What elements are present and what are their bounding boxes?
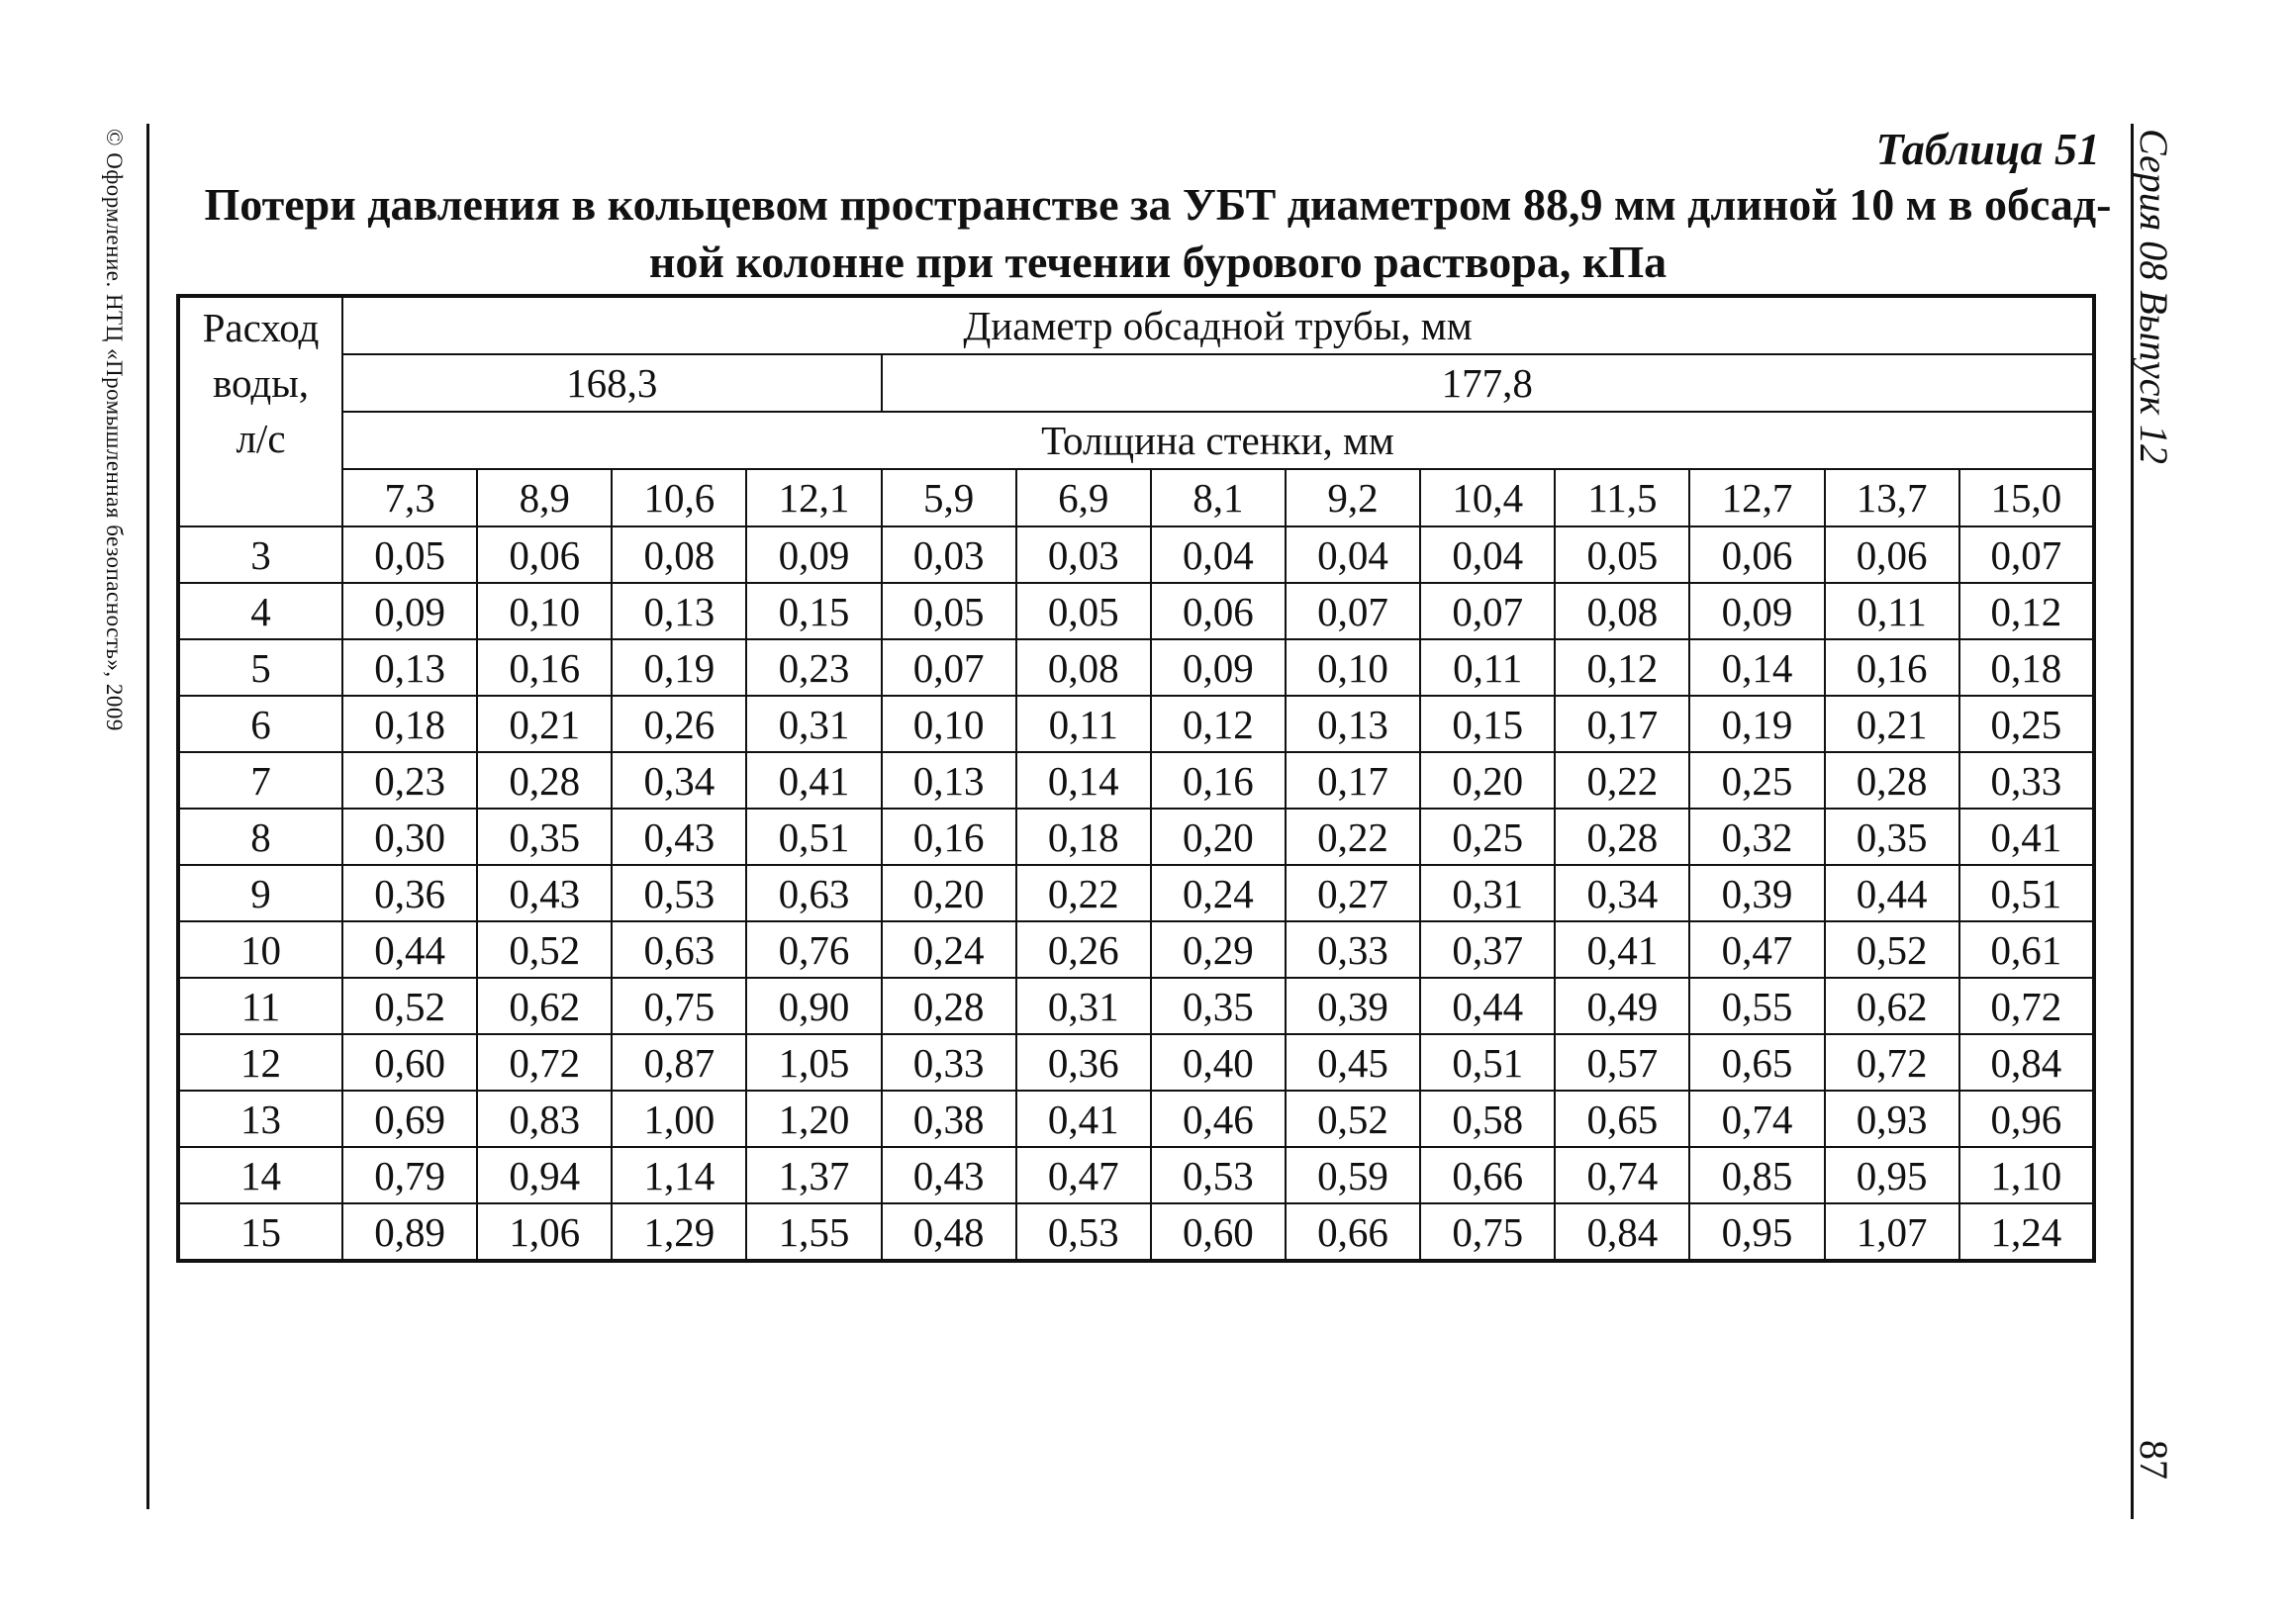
pressure-loss-cell: 1,55 (746, 1203, 881, 1261)
pressure-loss-cell: 1,37 (746, 1147, 881, 1203)
table-row (178, 865, 2094, 921)
flow-rate-cell: 14 (178, 1147, 342, 1203)
pressure-loss-cell: 0,79 (342, 1147, 477, 1203)
pressure-loss-cell: 0,37 (1420, 921, 1555, 978)
flow-rate-cell: 10 (178, 921, 342, 978)
pressure-loss-cell: 0,90 (746, 978, 881, 1034)
pressure-loss-cell: 0,43 (612, 809, 746, 865)
pressure-loss-cell: 0,04 (1151, 526, 1286, 583)
pressure-loss-cell: 0,59 (1286, 1147, 1420, 1203)
pressure-loss-cell: 0,18 (342, 696, 477, 752)
casing-diameter-header: Диаметр обсадной трубы, мм (342, 296, 2094, 354)
pressure-loss-cell: 0,08 (612, 526, 746, 583)
pressure-loss-cell: 0,75 (612, 978, 746, 1034)
pressure-loss-cell: 0,32 (1689, 809, 1824, 865)
flow-rate-header (178, 296, 342, 526)
pressure-loss-cell: 0,40 (1151, 1034, 1286, 1091)
pressure-loss-cell: 0,14 (1689, 639, 1824, 696)
pressure-loss-cell: 0,52 (1286, 1091, 1420, 1147)
pressure-loss-cell: 0,52 (477, 921, 612, 978)
table-title (188, 176, 2128, 291)
pressure-loss-cell: 0,74 (1689, 1091, 1824, 1147)
pressure-loss-cell: 0,87 (612, 1034, 746, 1091)
pressure-loss-cell: 0,47 (1016, 1147, 1151, 1203)
pressure-loss-cell: 0,96 (1959, 1091, 2094, 1147)
pressure-loss-cell: 0,60 (1151, 1203, 1286, 1261)
table-row (178, 809, 2094, 865)
pressure-loss-cell: 0,51 (1420, 1034, 1555, 1091)
pressure-loss-cell: 0,65 (1555, 1091, 1689, 1147)
table-row (178, 696, 2094, 752)
pressure-loss-cell: 0,13 (612, 583, 746, 639)
pressure-loss-cell: 0,36 (342, 865, 477, 921)
table-header (178, 296, 2094, 526)
pressure-loss-cell: 0,60 (342, 1034, 477, 1091)
pressure-loss-cell: 0,69 (342, 1091, 477, 1147)
pressure-loss-cell: 0,72 (1825, 1034, 1959, 1091)
pressure-loss-cell: 0,07 (882, 639, 1016, 696)
copyright-note: © Оформление. НТЦ «Промышленная безопасность», 2009 (102, 129, 127, 731)
pressure-loss-cell: 0,25 (1959, 696, 2094, 752)
pressure-loss-cell: 0,41 (1959, 809, 2094, 865)
pressure-loss-cell: 0,66 (1286, 1203, 1420, 1261)
pressure-loss-cell: 0,61 (1959, 921, 2094, 978)
pressure-loss-cell: 0,53 (612, 865, 746, 921)
pressure-loss-cell: 0,13 (882, 752, 1016, 809)
pressure-loss-cell: 0,05 (342, 526, 477, 583)
thickness-header-cell: 10,6 (612, 469, 746, 526)
pressure-loss-cell: 0,31 (1420, 865, 1555, 921)
thickness-header-cell: 12,1 (746, 469, 881, 526)
pressure-loss-cell: 0,04 (1286, 526, 1420, 583)
table-row (178, 1091, 2094, 1147)
thickness-header-cell: 15,0 (1959, 469, 2094, 526)
pressure-loss-cell: 0,44 (342, 921, 477, 978)
pressure-loss-cell: 0,16 (477, 639, 612, 696)
pressure-loss-cell: 0,23 (342, 752, 477, 809)
pressure-loss-cell: 0,27 (1286, 865, 1420, 921)
pressure-loss-cell: 0,36 (1016, 1034, 1151, 1091)
pressure-loss-cell: 1,24 (1959, 1203, 2094, 1261)
pressure-loss-cell: 0,16 (882, 809, 1016, 865)
pressure-loss-cell: 0,74 (1555, 1147, 1689, 1203)
pressure-loss-cell: 0,09 (746, 526, 881, 583)
table-title-line-1: Потери давления в кольцевом пространстве за УБТ диаметром 88,9 мм длиной 10 м в обсад- (204, 179, 2112, 230)
thickness-header-cell: 6,9 (1016, 469, 1151, 526)
pressure-loss-cell: 0,49 (1555, 978, 1689, 1034)
pressure-loss-cell: 0,34 (612, 752, 746, 809)
pressure-loss-cell: 0,07 (1420, 583, 1555, 639)
pressure-loss-cell: 0,28 (1825, 752, 1959, 809)
pressure-loss-cell: 0,75 (1420, 1203, 1555, 1261)
pressure-loss-cell: 1,14 (612, 1147, 746, 1203)
flow-rate-cell: 12 (178, 1034, 342, 1091)
flow-rate-cell: 13 (178, 1091, 342, 1147)
pressure-loss-cell: 0,22 (1016, 865, 1151, 921)
pressure-loss-cell: 0,63 (612, 921, 746, 978)
pressure-loss-cell: 0,30 (342, 809, 477, 865)
pressure-loss-cell: 0,39 (1286, 978, 1420, 1034)
wall-thickness-header: Толщина стенки, мм (342, 412, 2094, 469)
flow-rate-cell: 5 (178, 639, 342, 696)
pressure-loss-cell: 0,10 (1286, 639, 1420, 696)
pressure-loss-cell: 0,26 (1016, 921, 1151, 978)
pressure-loss-cell: 0,21 (477, 696, 612, 752)
pressure-loss-cell: 0,10 (477, 583, 612, 639)
pressure-loss-cell: 0,05 (1016, 583, 1151, 639)
pressure-loss-cell: 0,44 (1420, 978, 1555, 1034)
pressure-loss-table (176, 294, 2096, 1263)
pressure-loss-cell: 0,11 (1825, 583, 1959, 639)
table-row (178, 921, 2094, 978)
pressure-loss-cell: 0,18 (1959, 639, 2094, 696)
pressure-loss-cell: 0,76 (746, 921, 881, 978)
pressure-loss-cell: 0,12 (1959, 583, 2094, 639)
pressure-loss-cell: 0,62 (477, 978, 612, 1034)
pressure-loss-cell: 0,08 (1016, 639, 1151, 696)
pressure-loss-cell: 0,41 (746, 752, 881, 809)
thickness-row (178, 469, 2094, 526)
pressure-loss-cell: 0,85 (1689, 1147, 1824, 1203)
pressure-loss-cell: 0,93 (1825, 1091, 1959, 1147)
pressure-loss-cell: 0,17 (1555, 696, 1689, 752)
pressure-loss-cell: 0,13 (1286, 696, 1420, 752)
pressure-loss-cell: 0,44 (1825, 865, 1959, 921)
pressure-loss-cell: 0,95 (1689, 1203, 1824, 1261)
pressure-loss-cell: 0,04 (1420, 526, 1555, 583)
thickness-header-cell: 9,2 (1286, 469, 1420, 526)
table-row (178, 1034, 2094, 1091)
table-row (178, 583, 2094, 639)
pressure-loss-cell: 0,22 (1555, 752, 1689, 809)
pressure-loss-cell: 0,21 (1825, 696, 1959, 752)
flow-rate-header-line-2: воды, (212, 360, 310, 406)
thickness-header-cell: 12,7 (1689, 469, 1824, 526)
pressure-loss-cell: 0,24 (1151, 865, 1286, 921)
pressure-loss-cell: 1,06 (477, 1203, 612, 1261)
table-number: Таблица 51 (1875, 124, 2100, 174)
pressure-loss-cell: 0,52 (342, 978, 477, 1034)
pressure-loss-cell: 0,41 (1016, 1091, 1151, 1147)
pressure-loss-cell: 0,14 (1016, 752, 1151, 809)
pressure-loss-cell: 0,10 (882, 696, 1016, 752)
pressure-loss-cell: 0,57 (1555, 1034, 1689, 1091)
pressure-loss-cell: 0,03 (1016, 526, 1151, 583)
table-row (178, 1203, 2094, 1261)
pressure-loss-cell: 0,83 (477, 1091, 612, 1147)
pressure-loss-cell: 0,06 (1825, 526, 1959, 583)
pressure-loss-cell: 0,25 (1420, 809, 1555, 865)
pressure-loss-cell: 1,05 (746, 1034, 881, 1091)
table-body (178, 526, 2094, 1261)
pressure-loss-cell: 0,19 (1689, 696, 1824, 752)
flow-rate-cell: 15 (178, 1203, 342, 1261)
pressure-loss-cell: 0,06 (1689, 526, 1824, 583)
pressure-loss-cell: 0,05 (1555, 526, 1689, 583)
pressure-loss-cell: 0,31 (1016, 978, 1151, 1034)
thickness-header-cell: 13,7 (1825, 469, 1959, 526)
pressure-loss-cell: 0,18 (1016, 809, 1151, 865)
pressure-loss-cell: 0,28 (1555, 809, 1689, 865)
pressure-loss-cell: 0,58 (1420, 1091, 1555, 1147)
pressure-loss-cell: 1,10 (1959, 1147, 2094, 1203)
flow-rate-header-line-1: Расход (202, 305, 320, 350)
pressure-loss-cell: 0,84 (1555, 1203, 1689, 1261)
pressure-loss-cell: 0,65 (1689, 1034, 1824, 1091)
pressure-loss-cell: 0,08 (1555, 583, 1689, 639)
thickness-header-cell: 5,9 (882, 469, 1016, 526)
flow-rate-cell: 3 (178, 526, 342, 583)
pressure-loss-cell: 0,23 (746, 639, 881, 696)
pressure-loss-cell: 0,89 (342, 1203, 477, 1261)
table-row (178, 639, 2094, 696)
thickness-header-cell: 8,9 (477, 469, 612, 526)
pressure-loss-cell: 0,52 (1825, 921, 1959, 978)
pressure-loss-cell: 0,66 (1420, 1147, 1555, 1203)
pressure-loss-cell: 0,31 (746, 696, 881, 752)
pressure-loss-cell: 0,15 (1420, 696, 1555, 752)
pressure-loss-cell: 0,20 (1151, 809, 1286, 865)
flow-rate-cell: 9 (178, 865, 342, 921)
pressure-loss-cell: 0,12 (1151, 696, 1286, 752)
thickness-header-cell: 11,5 (1555, 469, 1689, 526)
pressure-loss-cell: 0,11 (1016, 696, 1151, 752)
pressure-loss-cell: 0,63 (746, 865, 881, 921)
flow-rate-cell: 4 (178, 583, 342, 639)
pressure-loss-cell: 1,07 (1825, 1203, 1959, 1261)
pressure-loss-cell: 0,13 (342, 639, 477, 696)
pressure-loss-cell: 0,62 (1825, 978, 1959, 1034)
pressure-loss-cell: 0,34 (1555, 865, 1689, 921)
pressure-loss-cell: 0,43 (882, 1147, 1016, 1203)
left-margin-rule (146, 124, 149, 1509)
flow-rate-header-line-3: л/с (236, 416, 286, 461)
pressure-loss-cell: 0,09 (1151, 639, 1286, 696)
pressure-loss-cell: 0,35 (1151, 978, 1286, 1034)
pressure-loss-cell: 0,22 (1286, 809, 1420, 865)
pressure-loss-cell: 0,95 (1825, 1147, 1959, 1203)
table-row (178, 978, 2094, 1034)
pressure-loss-cell: 0,51 (1959, 865, 2094, 921)
flow-rate-cell: 11 (178, 978, 342, 1034)
pressure-loss-cell: 0,09 (1689, 583, 1824, 639)
flow-rate-cell: 7 (178, 752, 342, 809)
pressure-loss-cell: 0,03 (882, 526, 1016, 583)
thickness-header-cell: 7,3 (342, 469, 477, 526)
pressure-loss-cell: 0,84 (1959, 1034, 2094, 1091)
pressure-loss-cell: 1,29 (612, 1203, 746, 1261)
pressure-loss-cell: 0,94 (477, 1147, 612, 1203)
pressure-loss-cell: 0,53 (1151, 1147, 1286, 1203)
pressure-loss-cell: 0,20 (1420, 752, 1555, 809)
pressure-loss-cell: 0,33 (882, 1034, 1016, 1091)
pressure-loss-cell: 0,20 (882, 865, 1016, 921)
pressure-loss-cell: 0,07 (1959, 526, 2094, 583)
pressure-loss-cell: 1,00 (612, 1091, 746, 1147)
pressure-loss-cell: 0,72 (1959, 978, 2094, 1034)
pressure-loss-cell: 0,39 (1689, 865, 1824, 921)
pressure-loss-cell: 0,06 (477, 526, 612, 583)
pressure-loss-cell: 0,51 (746, 809, 881, 865)
pressure-loss-cell: 0,25 (1689, 752, 1824, 809)
pressure-loss-cell: 0,33 (1286, 921, 1420, 978)
pressure-loss-cell: 0,46 (1151, 1091, 1286, 1147)
pressure-loss-cell: 1,20 (746, 1091, 881, 1147)
pressure-loss-cell: 0,35 (1825, 809, 1959, 865)
page-number: 87 (2132, 1440, 2176, 1480)
pressure-loss-cell: 0,72 (477, 1034, 612, 1091)
flow-rate-cell: 8 (178, 809, 342, 865)
pressure-loss-cell: 0,12 (1555, 639, 1689, 696)
pressure-loss-cell: 0,06 (1151, 583, 1286, 639)
thickness-header-cell: 8,1 (1151, 469, 1286, 526)
pressure-loss-cell: 0,33 (1959, 752, 2094, 809)
pressure-loss-cell: 0,38 (882, 1091, 1016, 1147)
table-title-line-2: ной колонне при течении бурового раствора, кПа (648, 237, 1668, 287)
pressure-loss-cell: 0,28 (882, 978, 1016, 1034)
pressure-loss-cell: 0,35 (477, 809, 612, 865)
pressure-loss-cell: 0,16 (1151, 752, 1286, 809)
diameter-168-header: 168,3 (342, 354, 882, 412)
pressure-loss-cell: 0,15 (746, 583, 881, 639)
pressure-loss-cell: 0,16 (1825, 639, 1959, 696)
pressure-loss-cell: 0,45 (1286, 1034, 1420, 1091)
pressure-loss-cell: 0,24 (882, 921, 1016, 978)
pressure-loss-cell: 0,07 (1286, 583, 1420, 639)
table-row (178, 526, 2094, 583)
pressure-loss-cell: 0,48 (882, 1203, 1016, 1261)
pressure-loss-cell: 0,11 (1420, 639, 1555, 696)
thickness-header-cell: 10,4 (1420, 469, 1555, 526)
pressure-loss-cell: 0,09 (342, 583, 477, 639)
pressure-loss-cell: 0,17 (1286, 752, 1420, 809)
pressure-loss-cell: 0,53 (1016, 1203, 1151, 1261)
series-label: Серия 08 Выпуск 12 (2132, 129, 2176, 465)
pressure-loss-cell: 0,47 (1689, 921, 1824, 978)
pressure-loss-cell: 0,29 (1151, 921, 1286, 978)
diameter-177-header: 177,8 (882, 354, 2094, 412)
pressure-loss-cell: 0,55 (1689, 978, 1824, 1034)
table-row (178, 1147, 2094, 1203)
pressure-loss-cell: 0,28 (477, 752, 612, 809)
table-row (178, 752, 2094, 809)
flow-rate-cell: 6 (178, 696, 342, 752)
pressure-loss-cell: 0,41 (1555, 921, 1689, 978)
pressure-loss-cell: 0,19 (612, 639, 746, 696)
pressure-loss-cell: 0,43 (477, 865, 612, 921)
pressure-loss-cell: 0,26 (612, 696, 746, 752)
pressure-loss-cell: 0,05 (882, 583, 1016, 639)
